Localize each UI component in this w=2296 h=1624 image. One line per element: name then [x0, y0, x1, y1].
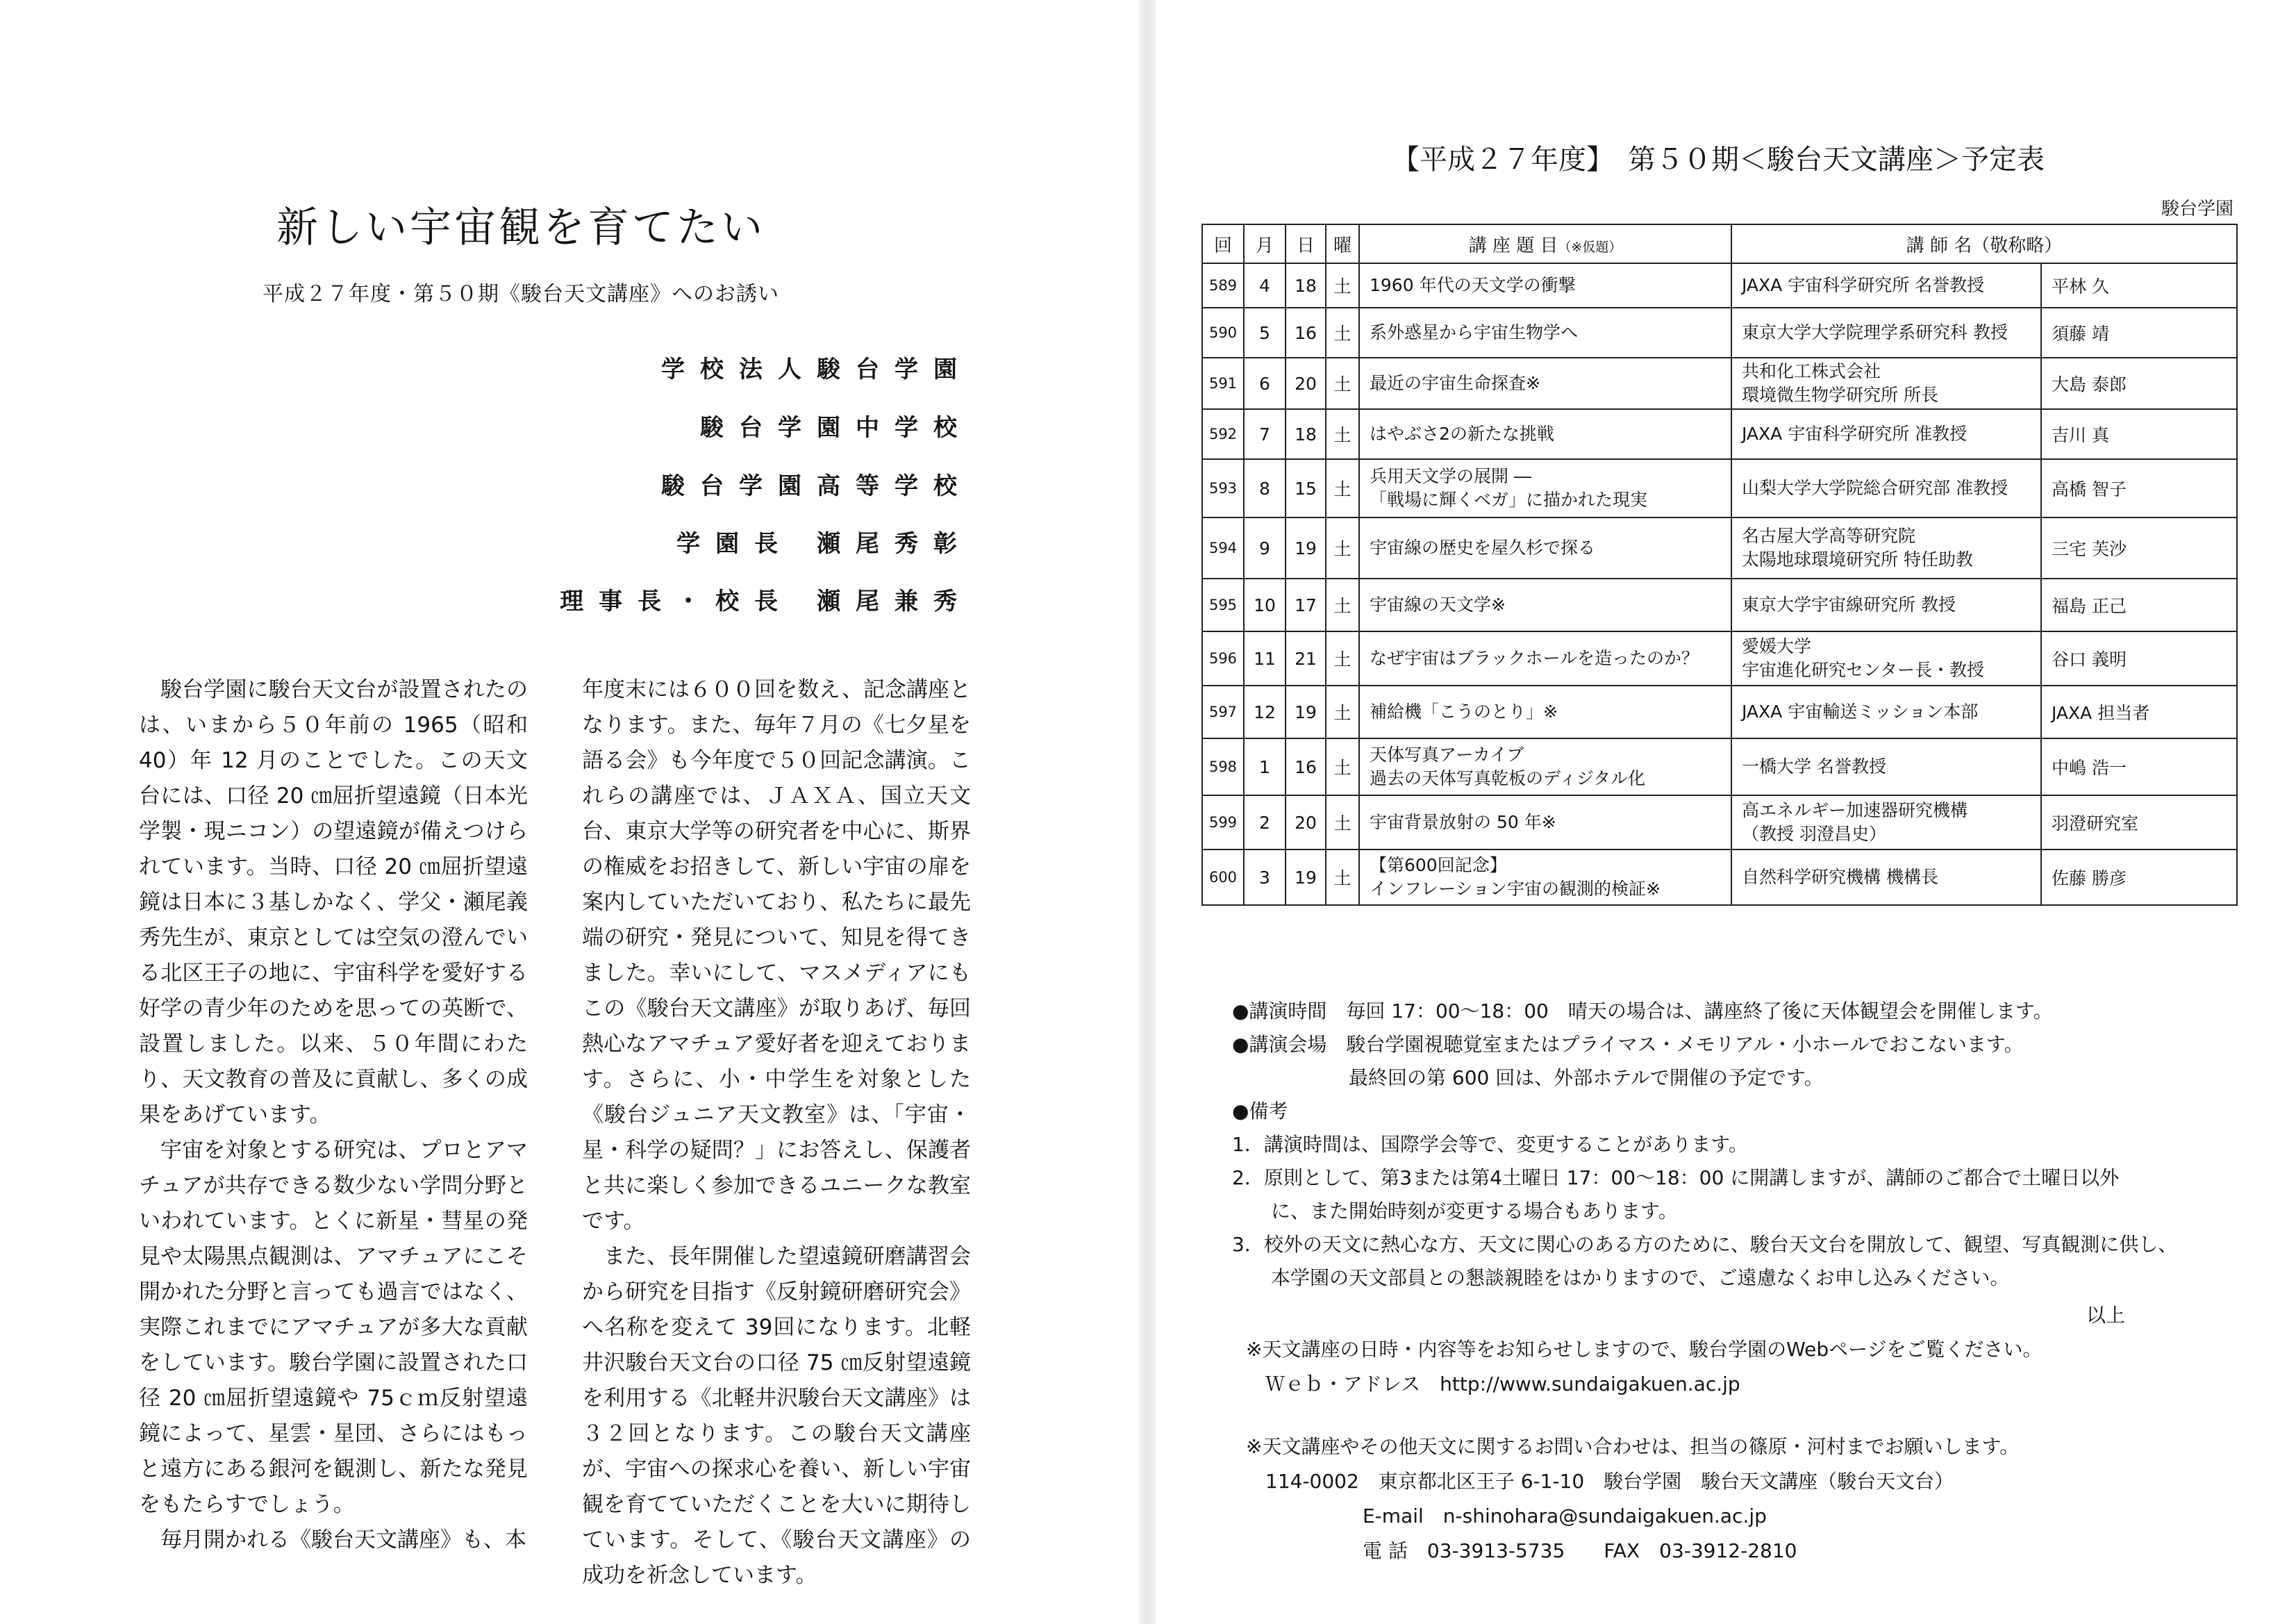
lecturer-affiliation	[1731, 459, 2041, 517]
table-row	[1202, 263, 2237, 308]
session-day-text: 20	[1295, 373, 1317, 394]
table-row	[1202, 631, 2237, 686]
session-day	[1286, 358, 1326, 409]
session-number	[1202, 308, 1244, 358]
session-number	[1202, 631, 1244, 686]
lecture-title-text: 宇宙線の歴史を屋久杉で探る	[1370, 538, 1596, 558]
session-number	[1202, 795, 1244, 850]
lecture-title	[1359, 308, 1731, 358]
session-weekday	[1326, 579, 1359, 631]
lecturer-name	[2041, 631, 2237, 686]
contact-inquiry: ※天文講座やその他天文に関するお問い合わせは、担当の篠原・河村までお願いします。	[1246, 1435, 2020, 1458]
note-venue-2: 最終回の第 600 回は、外部ホテルで開催の予定です。	[1232, 1066, 1824, 1089]
session-day	[1286, 517, 1326, 579]
schedule-organization: 駿台学園	[2161, 199, 2233, 219]
paragraph: 年度末には６００回を数え、記念講座となります。また、毎年７月の《七夕星を語る会》も今年度で５０回記念講演。これらの講座では、ＪＡＸＡ、国立天文台、東京大学等の研究者を中心に、斯界の権威をお招きして、新しい宇宙の扉を案内していただいており、私たちに最先端の研究・発見について、知見を得てきました。幸いにして、マスメディアにもこの《駿台天文講座》が取りあげ、毎回熱心なアマチュア愛好者を迎えております。さらに、小・中学生を対象とした《駿台ジュニア天文教室》は、「宇宙・星・科学の疑問？」にお答えし、保護者と共に楽しく参加できるユニークな教室です。	[582, 677, 971, 1234]
body-column-2	[582, 672, 971, 1593]
session-number-text: 590	[1208, 324, 1238, 341]
lecturer-name	[2041, 795, 2237, 850]
table-row	[1202, 579, 2237, 631]
note-remark-1: 1．講演時間は、国際学会等で、変更することがあります。	[1232, 1133, 1749, 1156]
lecturer-affiliation-text: 太陽地球環境研究所 特任助教	[1742, 549, 1973, 570]
lecture-title-text: 兵用天文学の展開 ―	[1370, 466, 1531, 486]
session-month	[1244, 358, 1286, 409]
lecturer-affiliation-text: 名古屋大学高等研究院	[1742, 526, 1916, 546]
lecturer-affiliation-text: JAXA 宇宙科学研究所 名誉教授	[1742, 275, 1985, 295]
lecturer-name-text: 中嶋 浩一	[2052, 758, 2127, 778]
lecturer-affiliation-text: 高エネルギー加速器研究機構	[1742, 800, 1968, 820]
session-month	[1244, 263, 1286, 308]
lecture-title	[1359, 686, 1731, 738]
session-month	[1244, 850, 1286, 905]
header-month: 月	[1244, 224, 1286, 263]
lecturer-name	[2041, 308, 2237, 358]
header-title-label: 講 座 題 目	[1468, 235, 1558, 256]
contact-block	[1246, 1332, 2274, 1568]
left-page	[0, 0, 1139, 1624]
session-day	[1286, 795, 1326, 850]
lecture-title	[1359, 358, 1731, 409]
lecturer-affiliation	[1731, 409, 2041, 459]
paragraph: 宇宙を対象とする研究は、プロとアマチュアが共存できる数少ない学問分野といわれています。とくに新星・彗星の発見や太陽黒点観測は、アマチュアにこそ開かれた分野と言っても過言ではなく、実際これまでにアマチュアが多大な貢献をしています。駿台学園に設置された口径 20 ㎝屈折望遠鏡や 75ｃｍ反射望遠鏡によって、星雲・星団、さらにはもっと遠方にある銀河を観測し、新たな発見をもたらすでしょう。	[139, 1138, 528, 1517]
lecture-title-text: はやぶさ2の新たな挑戦	[1370, 424, 1554, 444]
session-weekday-text: 土	[1333, 868, 1351, 888]
lecturer-name	[2041, 409, 2237, 459]
session-day	[1286, 263, 1326, 308]
lecturer-affiliation-text: 一橋大学 名誉教授	[1742, 756, 1886, 777]
lecturer-name-text: 須藤 靖	[2052, 324, 2109, 344]
lecturer-affiliation-text: 愛媛大学	[1742, 636, 1812, 656]
session-number	[1202, 409, 1244, 459]
session-number	[1202, 517, 1244, 579]
session-weekday-text: 土	[1333, 758, 1351, 778]
lecture-title-text: 補給機「こうのとり」※	[1370, 702, 1558, 722]
session-month	[1244, 517, 1286, 579]
lecturer-affiliation	[1731, 579, 2041, 631]
lecture-title-text: 宇宙背景放射の 50 年※	[1370, 812, 1556, 832]
lecturer-name-text: 谷口 義明	[2052, 649, 2127, 670]
lecture-title	[1359, 579, 1731, 631]
lecturer-affiliation-text: JAXA 宇宙科学研究所 准教授	[1742, 424, 1968, 444]
table-row	[1202, 358, 2237, 409]
session-day-text: 16	[1295, 756, 1317, 777]
session-number-text: 591	[1208, 375, 1238, 392]
session-month	[1244, 631, 1286, 686]
note-remark-3: 3．校外の天文に熱心な方、天文に関心のある方のために、駿台天文台を開放して、観望、写真観測に供し、	[1232, 1233, 2178, 1256]
session-weekday-text: 土	[1333, 324, 1351, 344]
lecture-title	[1359, 631, 1731, 686]
session-month-text: 6	[1259, 373, 1270, 394]
lecturer-name-text: 平林 久	[2052, 276, 2109, 297]
lecturer-affiliation	[1731, 686, 2041, 738]
session-number-text: 596	[1208, 650, 1238, 667]
contact-address: 114-0002 東京都北区王子 6-1-10 駿台学園 駿台天文講座（駿台天文台）	[1246, 1470, 1954, 1493]
lecturer-affiliation	[1731, 738, 2041, 795]
header-lecturer: 講 師 名（敬称略）	[1731, 224, 2237, 263]
org-high-school: 駿台学園高等学校	[661, 472, 972, 500]
session-number-text: 595	[1208, 597, 1238, 613]
session-month-text: 7	[1259, 424, 1270, 445]
paragraph: 毎月開かれる《駿台天文講座》も、本	[160, 1527, 526, 1552]
session-weekday	[1326, 358, 1359, 409]
session-weekday	[1326, 631, 1359, 686]
session-weekday-text: 土	[1333, 479, 1351, 499]
lecture-title-text: なぜ宇宙はブラックホールを造ったのか？	[1370, 648, 1699, 668]
lecturer-affiliation	[1731, 850, 2041, 905]
note-remark-2b: に、また開始時刻が変更する場合もあります。	[1232, 1200, 1678, 1223]
table-row	[1202, 795, 2237, 850]
note-venue: ●講演会場 駿台学園視聴覚室またはプライマス・メモリアル・小ホールでおこないます。	[1232, 1033, 2024, 1056]
lecturer-affiliation-text: 自然科学研究機構 機構長	[1742, 867, 1938, 887]
session-day	[1286, 409, 1326, 459]
page-title: 新しい宇宙観を育てたい	[276, 204, 765, 252]
session-month	[1244, 795, 1286, 850]
lecture-title-text: 1960 年代の天文学の衝撃	[1370, 275, 1576, 295]
org-school-corporation: 学校法人駿台学園	[661, 356, 972, 383]
contact-web-address: Ｗｅｂ・アドレス http://www.sundaigakuen.ac.jp	[1246, 1373, 1740, 1395]
body-column-1	[139, 672, 528, 1558]
session-day-text: 19	[1295, 538, 1317, 558]
session-weekday-text: 土	[1333, 703, 1351, 723]
lecture-title-text: 天体写真アーカイブ	[1370, 745, 1524, 765]
session-weekday-text: 土	[1333, 425, 1351, 445]
paragraph: 駿台学園に駿台天文台が設置されたのは、いまから５０年前の 1965（昭和40）年 12 月のことでした。この天文台には、口径 20 ㎝屈折望遠鏡（日本光学製・現ニコン）の望遠鏡が備えつけられています。当時、口径 20 ㎝屈折望遠鏡は日本に３基しかなく、学父・瀬尾義秀先生が、東京としては空気の澄んでいる北区王子の地に、宇宙科学を愛好する好学の青少年のためを思っての英断で、設置しました。以来、５０年間にわたり、天文教育の普及に貢献し、多くの成果をあげています。	[139, 677, 528, 1127]
session-day	[1286, 308, 1326, 358]
notes-block	[1232, 995, 2274, 1295]
session-month-text: 8	[1259, 478, 1270, 499]
session-number-text: 599	[1208, 814, 1238, 831]
session-weekday	[1326, 308, 1359, 358]
org-junior-high: 駿台学園中学校	[700, 414, 972, 442]
lecture-title	[1359, 795, 1731, 850]
contact-email: E-mail n-shinohara@sundaigakuen.ac.jp	[1246, 1505, 1767, 1527]
session-weekday-text: 土	[1333, 374, 1351, 395]
lecturer-name-text: JAXA 担当者	[2052, 703, 2150, 723]
session-day-text: 21	[1295, 648, 1317, 669]
session-day	[1286, 631, 1326, 686]
lecturer-name-text: 佐藤 勝彦	[2052, 868, 2127, 888]
contact-spacer	[1246, 1402, 2274, 1430]
lecture-title-text: インフレーション宇宙の観測的検証※	[1370, 879, 1661, 899]
table-header-row	[1202, 224, 2237, 263]
lecturer-affiliation-text: 共和化工株式会社	[1742, 361, 1881, 381]
page-fold	[1139, 0, 1156, 1624]
session-weekday	[1326, 686, 1359, 738]
session-day-text: 20	[1295, 812, 1317, 833]
session-day	[1286, 579, 1326, 631]
lecturer-name-text: 羽澄研究室	[2052, 813, 2139, 834]
session-number	[1202, 459, 1244, 517]
session-weekday-text: 土	[1333, 649, 1351, 670]
session-month	[1244, 409, 1286, 459]
session-number	[1202, 738, 1244, 795]
lecturer-affiliation	[1731, 358, 2041, 409]
session-day-text: 19	[1295, 867, 1317, 888]
closing-mark: 以上	[2086, 1304, 2126, 1327]
session-month-text: 10	[1254, 595, 1276, 615]
contact-phone: 電 話 03-3913-5735 FAX 03-3912-2810	[1246, 1539, 1797, 1562]
session-day-text: 18	[1295, 275, 1317, 296]
lecture-title	[1359, 738, 1731, 795]
session-day-text: 18	[1295, 424, 1317, 445]
lecture-title	[1359, 850, 1731, 905]
lecturer-name	[2041, 263, 2237, 308]
session-number-text: 593	[1208, 480, 1238, 497]
lecturer-affiliation	[1731, 517, 2041, 579]
session-number	[1202, 850, 1244, 905]
lecturer-affiliation-text: 環境微生物学研究所 所長	[1742, 385, 1938, 405]
header-no: 回	[1202, 224, 1244, 263]
lecturer-affiliation	[1731, 795, 2041, 850]
session-day-text: 16	[1295, 322, 1317, 343]
lecture-title-text: 「戦場に輝くベガ」に描かれた現実	[1370, 490, 1648, 510]
contact-web-notice: ※天文講座の日時・内容等をお知らせしますので、駿台学園のWebページをご覧ください。	[1246, 1338, 2043, 1361]
lecture-title	[1359, 409, 1731, 459]
lecture-title	[1359, 517, 1731, 579]
lecturer-affiliation-text: 宇宙進化研究センター長・教授	[1742, 660, 1985, 680]
session-weekday-text: 土	[1333, 539, 1351, 559]
table-row	[1202, 459, 2237, 517]
session-weekday	[1326, 517, 1359, 579]
paragraph: また、長年開催した望遠鏡研磨講習会から研究を目指す《反射鏡研磨研究会》へ名称を変えて 39回になります。北軽井沢駿台天文台の口径 75 ㎝反射望遠鏡を利用する《北軽井沢駿台天文講座》は３２回となります。この駿台天文講座が、宇宙への探求心を養い、新しい宇宙観を育てていただくことを大いに期待しています。そして、《駿台天文講座》の成功を祈念しています。	[582, 1244, 971, 1588]
note-remark-3b: 本学園の天文部員との懇談親睦をはかりますので、ご遠慮なくお申し込みください。	[1232, 1266, 2010, 1289]
lecturer-name	[2041, 579, 2237, 631]
lecturer-affiliation	[1731, 631, 2041, 686]
session-number-text: 600	[1208, 869, 1238, 886]
session-day	[1286, 738, 1326, 795]
session-day	[1286, 686, 1326, 738]
lecturer-name	[2041, 358, 2237, 409]
session-month-text: 11	[1254, 648, 1276, 669]
session-weekday	[1326, 409, 1359, 459]
session-number-text: 594	[1208, 540, 1238, 556]
session-weekday	[1326, 738, 1359, 795]
header-weekday: 曜	[1326, 224, 1359, 263]
lecture-title	[1359, 459, 1731, 517]
note-remarks-heading: ●備考	[1232, 1100, 1288, 1122]
header-title	[1359, 224, 1731, 263]
org-chairman: 理事長・校長 瀬尾兼秀	[560, 588, 972, 615]
session-number-text: 592	[1208, 426, 1238, 442]
note-time: ●講演時間 毎回 17：00〜18：00 晴天の場合は、講座終了後に天体観望会を開催します。	[1232, 1000, 2053, 1022]
session-month	[1244, 459, 1286, 517]
session-month-text: 5	[1259, 322, 1270, 343]
lecturer-name	[2041, 517, 2237, 579]
lecture-title-text: 【第600回記念】	[1370, 855, 1507, 875]
lecture-title-text: 過去の天体写真乾板のディジタル化	[1370, 768, 1646, 788]
lecturer-name	[2041, 850, 2237, 905]
session-weekday-text: 土	[1333, 276, 1351, 297]
table-row	[1202, 850, 2237, 905]
lecturer-affiliation	[1731, 263, 2041, 308]
note-remark-2: 2．原則として、第3または第4土曜日 17：00〜18：00 に開講しますが、講師のご都合で土曜日以外	[1232, 1166, 2120, 1189]
session-number-text: 598	[1208, 759, 1238, 775]
session-weekday-text: 土	[1333, 813, 1351, 834]
lecturer-name-text: 大島 泰郎	[2052, 374, 2127, 395]
lecturer-affiliation	[1731, 308, 2041, 358]
session-month-text: 3	[1259, 867, 1270, 888]
session-weekday-text: 土	[1333, 596, 1351, 616]
session-number	[1202, 358, 1244, 409]
page-subtitle: 平成２７年度・第５０期《駿台天文講座》へのお誘い	[263, 282, 779, 306]
session-day	[1286, 459, 1326, 517]
session-weekday	[1326, 795, 1359, 850]
table-row	[1202, 686, 2237, 738]
session-number-text: 589	[1208, 277, 1238, 294]
header-day: 日	[1286, 224, 1326, 263]
session-month-text: 4	[1259, 275, 1270, 296]
session-weekday	[1326, 459, 1359, 517]
lecturer-name-text: 三宅 芙沙	[2052, 539, 2127, 559]
session-month-text: 2	[1259, 812, 1270, 833]
lecturer-name	[2041, 738, 2237, 795]
right-page	[1156, 0, 2296, 1624]
session-day-text: 19	[1295, 702, 1317, 722]
header-title-note: （※仮題）	[1558, 239, 1622, 255]
session-number	[1202, 579, 1244, 631]
lecturer-affiliation-text: JAXA 宇宙輸送ミッション本部	[1742, 702, 1979, 722]
session-day-text: 17	[1295, 595, 1317, 615]
lecturer-name-text: 福島 正己	[2052, 596, 2127, 616]
lecturer-affiliation-text: 東京大学大学院理学系研究科 教授	[1742, 322, 2008, 342]
lecture-title-text: 最近の宇宙生命探査※	[1370, 373, 1540, 393]
session-month	[1244, 308, 1286, 358]
session-month-text: 1	[1259, 756, 1270, 777]
lecturer-name-text: 高橋 智子	[2052, 479, 2127, 499]
lecture-title-text: 宇宙線の天文学※	[1370, 595, 1506, 615]
session-number-text: 597	[1208, 704, 1238, 720]
session-day	[1286, 850, 1326, 905]
table-row	[1202, 517, 2237, 579]
session-month	[1244, 738, 1286, 795]
lecturer-affiliation-text: 山梨大学大学院総合研究部 准教授	[1742, 478, 2008, 498]
lecturer-name-text: 吉川 真	[2052, 425, 2109, 445]
org-principal: 学園長 瀬尾秀彰	[676, 530, 972, 558]
table-row	[1202, 738, 2237, 795]
session-month	[1244, 579, 1286, 631]
lecturer-affiliation-text: （教授 羽澄昌史）	[1742, 824, 1886, 844]
lecture-title	[1359, 263, 1731, 308]
session-number	[1202, 686, 1244, 738]
session-month-text: 12	[1254, 702, 1276, 722]
table-row	[1202, 409, 2237, 459]
schedule-title: 【平成２７年度】 第５０期＜駿台天文講座＞予定表	[1392, 144, 2045, 176]
session-month	[1244, 686, 1286, 738]
lecturer-affiliation-text: 東京大学宇宙線研究所 教授	[1742, 595, 1956, 615]
lecturer-name	[2041, 459, 2237, 517]
session-weekday	[1326, 263, 1359, 308]
table-row	[1202, 308, 2237, 358]
lecturer-name	[2041, 686, 2237, 738]
session-number	[1202, 263, 1244, 308]
lecture-title-text: 系外惑星から宇宙生物学へ	[1370, 322, 1579, 342]
session-day-text: 15	[1295, 478, 1317, 499]
session-month-text: 9	[1259, 538, 1270, 558]
schedule-table	[1201, 224, 2238, 906]
session-weekday	[1326, 850, 1359, 905]
